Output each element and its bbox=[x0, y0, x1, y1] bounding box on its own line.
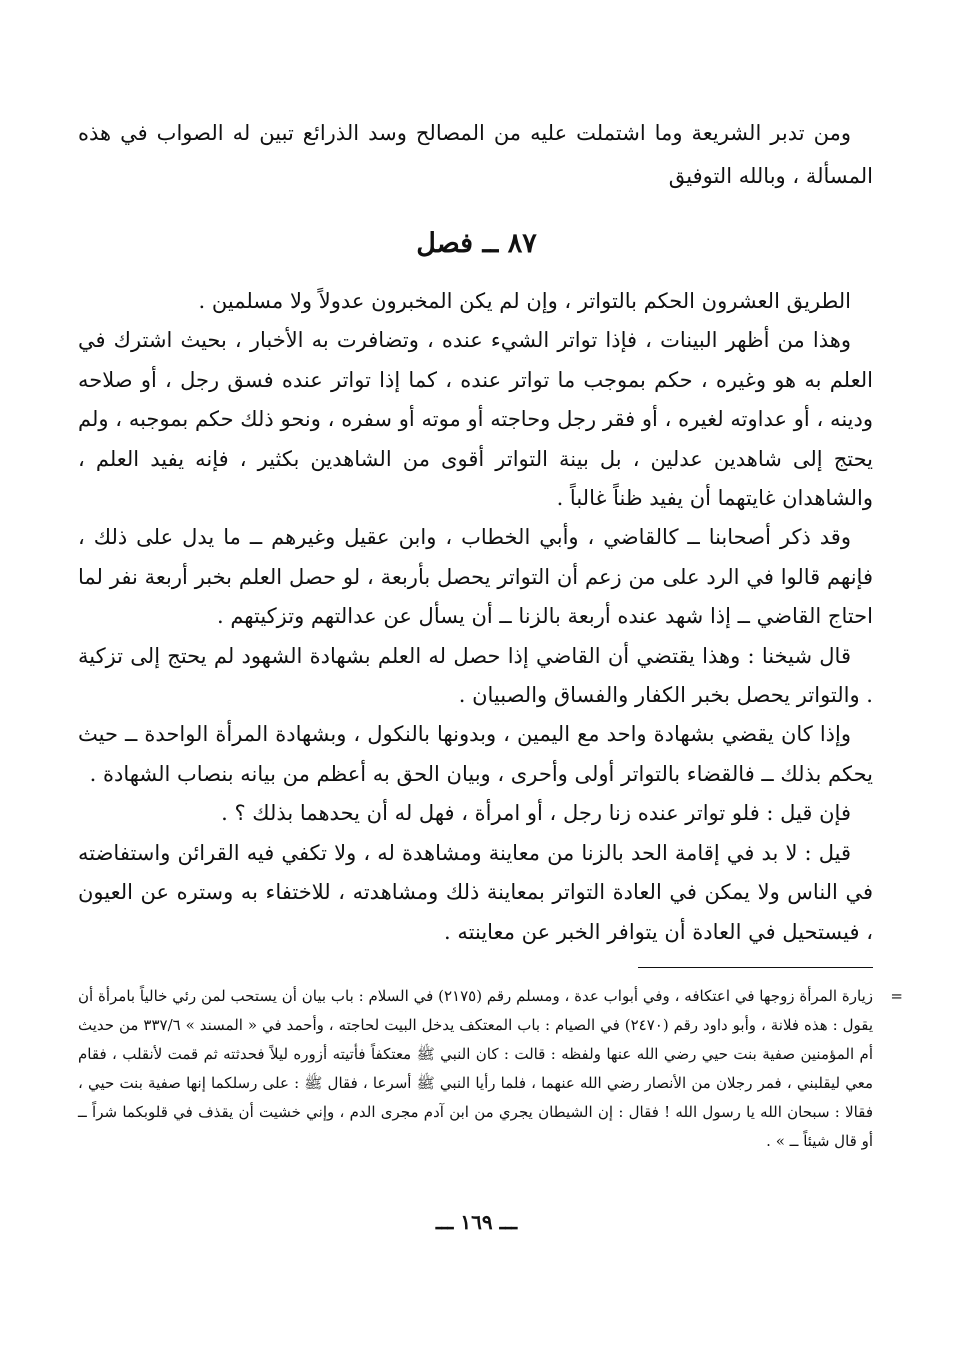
paragraph-6: فإن قيل : فلو تواتر عنده زنا رجل ، أو امرأة ، فهل له أن يحدهما بذلك ؟ . bbox=[221, 801, 851, 826]
paragraph-5: وإذا كان يقضي بشهادة واحد مع اليمين ، وبدونها بالنكول ، وبشهادة المرأة الواحدة ــ حيث يحكم بذلك ــ فالقضاء بالتواتر أولى وأحرى ، وبيان الحق به أعظم من بيانه بنصاب الشهادة . bbox=[78, 722, 873, 786]
footnote-text: زيارة المرأة زوجها في اعتكافه ، وفي أبواب عدة ، ومسلم رقم (٢١٧٥) في السلام : باب بيان أن يستحب لمن رئي خالياً بامرأة أن يقول : هذه فلانة ، وأبو داود رقم (٢٤٧٠) في الصيام : باب المعتكف يدخل البيت لحاجته ، وأحمد في « المسند » ٣٣٧/٦ من حديث أم المؤمنين صفية بنت حيي رضي الله عنها ولفظه : قالت : كان النبي ﷺ معتكفاً فأتيته أزوره ليلاً فحدثته ثم قمت لأنقلب ، فقام معي ليقلبني ، فمر رجلان من الأنصار رضي الله عنهما ، فلما رأيا النبي ﷺ أسرعا ، فقال ﷺ : على رسلكما إنها صفية بنت حيي ، فقالا : سبحان الله يا رسول الله ! فقال : إن الشيطان يجري من ابن آدم مجرى الدم ، وإني خشيت أن يقذف في قلوبكما شراً ــ أو قال شيئاً ــ » . bbox=[78, 987, 874, 1150]
footnote-divider bbox=[638, 967, 873, 968]
paragraph-2: وهذا من أظهر البينات ، فإذا تواتر الشيء عنده ، وتضافرت به الأخبار ، بحيث اشترك في العلم به هو وغيره ، حكم بموجب ما تواتر عنده ، كما إذا تواتر عنده فسق رجل ، أو صلاحه ودينه ، أو عداوته لغيره ، أو فقر رجل وحاجته أو موته أو سفره ، ونحو ذلك حكم بموجبه ، ولم يحتج إلى شاهدين عدلين ، بل بينة التواتر أقوى من الشاهدين بكثير ، فإنه يفيد العلم ، والشاهدان غايتهما أن يفيد ظناً غالباً . bbox=[78, 328, 873, 511]
paragraph-7: قيل : لا بد في إقامة الحد بالزنا من معاينة ومشاهدة له ، ولا تكفي فيه القرائن واستفاضته في الناس ولا يمكن في العادة التواتر بمعاينة ذلك ومشاهدته ، للاختفاء به وستره عن العيون ، فيستحيل في العادة أن يتوافر الخبر عن معاينته . bbox=[78, 840, 873, 944]
main-text bbox=[78, 282, 873, 952]
footnote-continuation-marker: = bbox=[890, 987, 903, 1005]
chapter-heading: ٨٧ ــ فصل bbox=[416, 228, 537, 259]
paragraph-1: الطريق العشرون الحكم بالتواتر ، وإن لم يكن المخبرون عدولاً ولا مسلمين . bbox=[198, 289, 851, 313]
footnote-section bbox=[78, 982, 903, 1156]
footnote-paragraph bbox=[78, 982, 903, 1156]
intro-paragraph: ومن تدبر الشريعة وما اشتملت عليه من المصالح وسد الذرائع تبين له الصواب في هذه المسألة ، وبالله التوفيق bbox=[78, 121, 873, 188]
intro-section bbox=[78, 112, 873, 198]
page-number: ـــ ١٦٩ ـــ bbox=[435, 1210, 518, 1234]
paragraph-3: وقد ذكر أصحابنا ــ كالقاضي ، وأبي الخطاب ، وابن عقيل وغيرهم ــ ما يدل على ذلك ، فإنهم قالوا في الرد على من زعم أن التواتر يحصل بأربعة ، لو حصل العلم بخبر أربعة نفر لما احتاج القاضي ــ إذا شهد عنده أربعة بالزنا ــ أن يسأل عن عدالتهم وتزكيتهم . bbox=[78, 525, 873, 629]
paragraph-4: قال شيخنا : وهذا يقتضي أن القاضي إذا حصل له العلم بشهادة الشهود لم يحتج إلى تزكية . والتواتر يحصل بخبر الكفار والفساق والصبيان . bbox=[78, 643, 873, 708]
